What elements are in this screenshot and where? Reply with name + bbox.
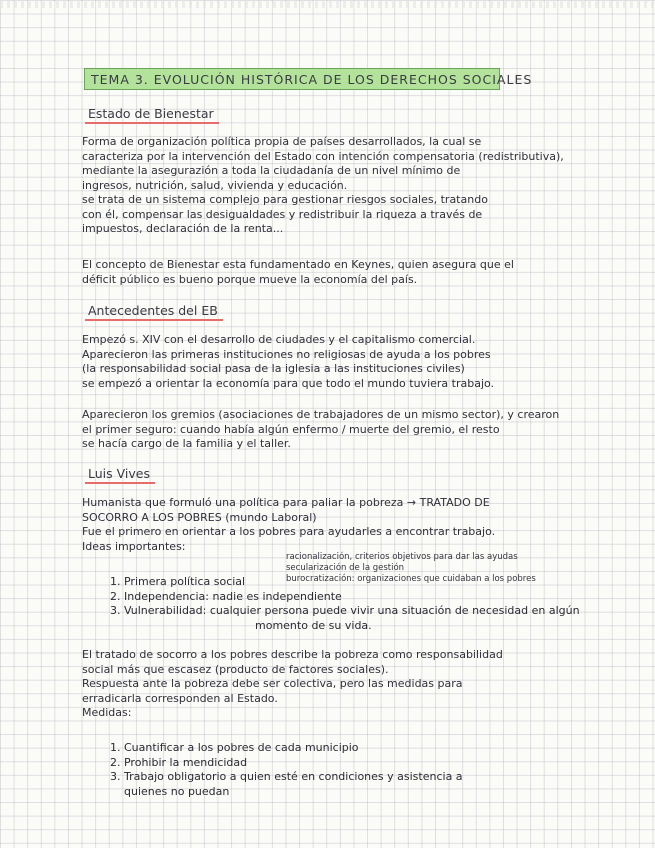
text-line: mediante la asegurazión a toda la ciudadanía de un nivel mínimo de [82,164,461,177]
text-line: se empezó a orientar la economía para que todo el mundo tuviera trabajo. [82,376,495,390]
text-line: impuestos, declaración de la renta... [82,222,284,235]
medidas-list [110,741,580,799]
text-line: caracteriza por la intervención del Estado con intención compensatoria (redistributiva), [82,149,564,163]
text-line: Aparecieron las primeras instituciones no religiosas de ayuda a los pobres [82,347,491,361]
list-item: 1. Primera política social [110,575,246,588]
text-line: Forma de organización política propia de países desarrollados, la cual se [82,135,482,148]
list-item: 3. Vulnerabilidad: cualquier persona puede vivir una situación de necesidad en algún [110,604,580,617]
text-line: El tratado de socorro a los pobres describe la pobreza como responsabilidad [82,648,503,661]
text-line: se trata de un sistema complejo para gestionar riesgos sociales, tratando [82,193,488,206]
heading-estado-bienestar: Estado de Bienestar [85,106,219,124]
estado-paragraph-1 [82,135,582,237]
note-line: racionalización, criterios objetivos para dar las ayudas [286,552,518,562]
text-line: déficit público es bueno porque mueve la economía del país. [82,272,418,286]
text-line: con él, compensar las desigualdades y redistribuir la riqueza a través de [82,207,483,221]
text-line: SOCORRO A LOS POBRES (mundo Laboral) [82,510,317,524]
text-line: Empezó s. XIV con el desarrollo de ciudades y el capitalismo comercial. [82,333,476,346]
antecedentes-paragraph-1 [82,333,582,391]
estado-paragraph-2 [82,258,582,287]
text-line: (la responsabilidad social pasa de la iglesia a las instituciones civiles) [82,362,465,375]
text-line: Fue el primero en orientar a los pobres para ayudarles a encontrar trabajo. [82,525,496,538]
text-line: Humanista que formuló una política para paliar la pobreza → TRATADO DE [82,496,490,509]
text-line: ingresos, nutrición, salud, vivienda y educación. [82,178,348,192]
list-item-continuation: momento de su vida. [255,618,372,632]
note-line: burocratización: organizaciones que cuidaban a los pobres [286,574,536,584]
text-line: Aparecieron los gremios (asociaciones de trabajadores de un mismo sector), y crearon [82,408,560,421]
text-line: Ideas importantes: [82,539,186,553]
heading-antecedentes: Antecedentes del EB [85,303,223,321]
text-line: el primer seguro: cuando había algún enfermo / muerte del gremio, el resto [82,422,500,436]
text-line: Respuesta ante la pobreza debe ser colectiva, pero las medidas para [82,677,463,690]
text-line: se hacía cargo de la familia y el taller. [82,437,291,450]
ideas-list [110,575,580,633]
list-item: 2. Independencia: nadie es independiente [110,589,342,603]
list-item: 3. Trabajo obligatorio a quien esté en condiciones y asistencia a [110,770,463,783]
text-line: erradicarla corresponden al Estado. [82,691,278,705]
vives-paragraph-2 [82,648,582,721]
antecedentes-paragraph-2 [82,408,582,452]
text-line: Medidas: [82,706,132,719]
heading-luis-vives: Luis Vives [85,466,155,484]
note-line: secularización de la gestión [286,563,405,573]
text-line: El concepto de Bienestar esta fundamentado en Keynes, quien asegura que el [82,258,514,271]
page-title: TEMA 3. EVOLUCIÓN HISTÓRICA DE LOS DERECHOS SOCIALES [84,68,500,90]
text-line: social más que escasez (producto de factores sociales). [82,662,389,676]
list-item: 1. Cuantificar a los pobres de cada municipio [110,741,359,754]
page-perforation [0,0,655,8]
vives-paragraph-1 [82,496,582,554]
list-item-continuation: quienes no puedan [124,784,230,798]
list-item: 2. Prohibir la mendicidad [110,755,248,769]
